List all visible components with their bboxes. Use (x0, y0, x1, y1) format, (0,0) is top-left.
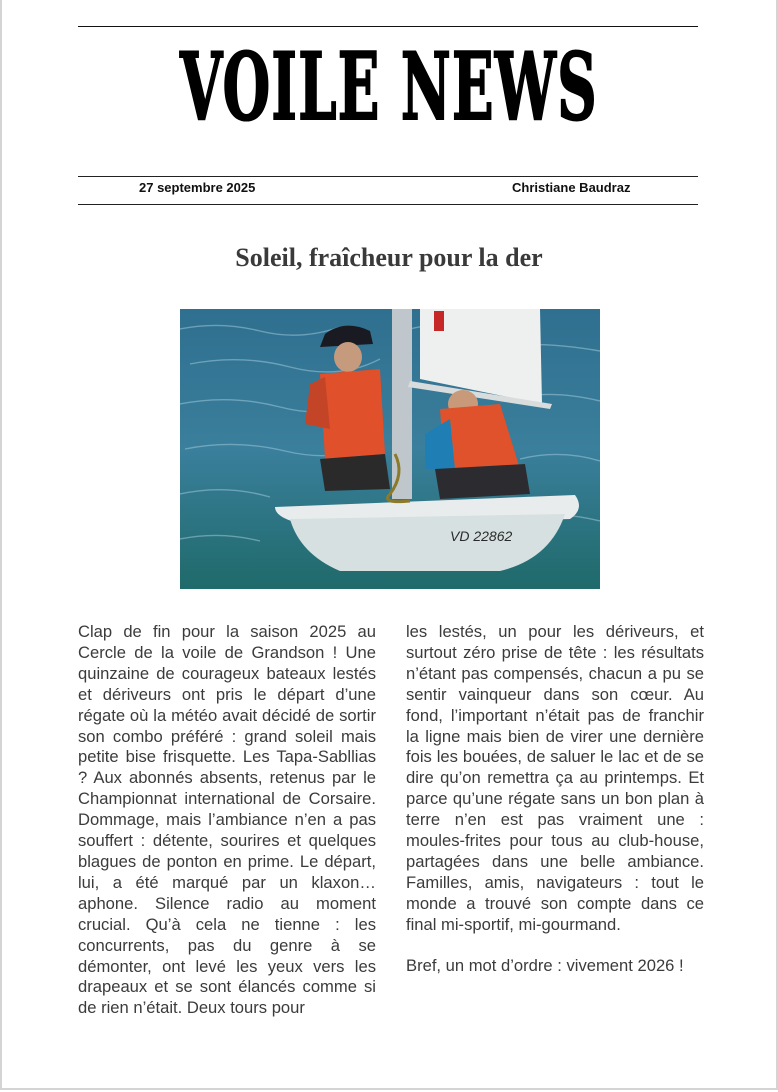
author-name: Christiane Baudraz (512, 180, 631, 195)
masthead-title: VOILE NEWS (180, 31, 598, 141)
byline-bottom-rule (78, 204, 698, 205)
publication-date: 27 septembre 2025 (139, 180, 256, 195)
article-closing: Bref, un mot d’ordre : vivement 2026 ! (406, 956, 684, 976)
article-column-right (406, 622, 704, 998)
sailboat-photo (180, 309, 600, 589)
article-paragraph: les lestés, un pour les dériveurs, et surtout zéro prise de tête : les résultats n’étant pas compensés, chacun a pu se sentir vainqueur dans son cœur. Au fond, l’important n’était pas de franchir la ligne mais bien de virer une dernière fois les bouées, de saluer le lac et de se dire qu’on remettra ça au printemps. Et parce qu’une régate sans un bon plan à terre n’en est pas vraiment une : moules-frites pour tous au club-house, partagées dans une belle ambiance. Familles, amis, navigateurs : tout le monde a trouvé son compte dans ce final mi-sportif, mi-gourmand. (406, 622, 704, 934)
article-column-left (78, 622, 376, 1040)
top-rule (78, 26, 698, 27)
byline-top-rule (78, 176, 698, 177)
article-paragraph: Clap de fin pour la saison 2025 au Cercle de la voile de Grandson ! Une quinzaine de courageux bateaux lestés et dériveurs ont pris le départ d’une régate où la météo avait décidé de sortir son combo préféré : grand soleil mais petite bise frisquette. Les Tapa-Sabllias ? Aux abonnés absents, retenus par le Championnat international de Corsaire. Dommage, mais l’ambiance n’en a pas souffert : détente, sourires et quelques blagues de ponton en prime. Le départ, lui, a été marqué par un klaxon… aphone. Silence radio au moment crucial. Qu’à cela ne tienne : les concurrents, pas du genre à se démonter, ont levé les yeux vers les drapeaux et se sont élancés comme si de rien n’était. Deux tours pour (78, 622, 376, 1018)
hull-number: VD 22862 (450, 528, 513, 544)
article-headline: Soleil, fraîcheur pour la der (235, 243, 543, 272)
